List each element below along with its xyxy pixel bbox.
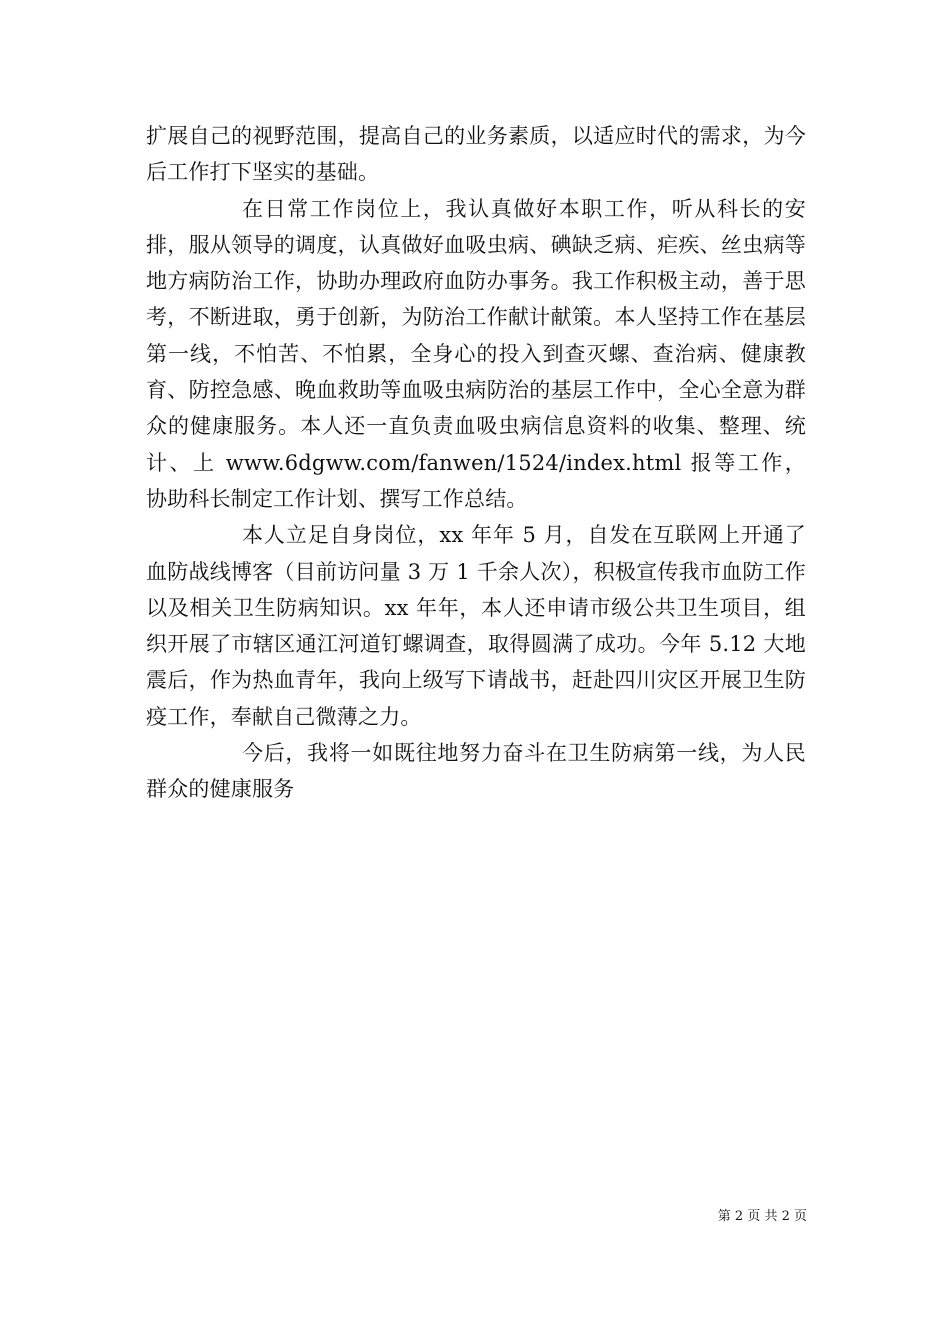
paragraph-4: 今后，我将一如既往地努力奋斗在卫生防病第一线，为人民群众的健康服务 xyxy=(146,741,806,802)
paragraph-1: 扩展自己的视野范围，提高自己的业务素质，以适应时代的需求，为今后工作打下坚实的基础。 xyxy=(146,124,806,185)
paragraph-2: 在日常工作岗位上，我认真做好本职工作，听从科长的安排，服从领导的调度，认真做好血吸虫病、碘缺乏病、疟疾、丝虫病等地方病防治工作，协助办理政府血防办事务。我工作积极主动，善于思考，不断进取，勇于创新，为防治工作献计献策。本人坚持工作在基层第一线，不怕苦、不怕累，全身心的投入到查灭螺、查治病、健康教育、防控急感、晚血救助等血吸虫病防治的基层工作中，全心全意为群众的健康服务。本人还一直负责血吸虫病信息资料的收集、整理、统计、上 www.6dgww.com/fanwen/1524/index.html 报等工作，协助科长制定工作计划、撰写工作总结。 xyxy=(146,196,806,511)
document-body xyxy=(146,118,806,808)
page-number-footer: 第 2 页 共 2 页 xyxy=(717,1209,807,1224)
paragraph-3: 本人立足自身岗位，xx 年年 5 月，自发在互联网上开通了血防战线博客（目前访问量 3 万 1 千余人次），积极宣传我市血防工作以及相关卫生防病知识。xx 年年，本人还申请市级公共卫生项目，组织开展了市辖区通江河道钉螺调查，取得圆满了成功。今年 5.12 大地震后，作为热血青年，我向上级写下请战书，赶赴四川灾区开展卫生防疫工作，奉献自己微薄之力。 xyxy=(146,523,806,729)
